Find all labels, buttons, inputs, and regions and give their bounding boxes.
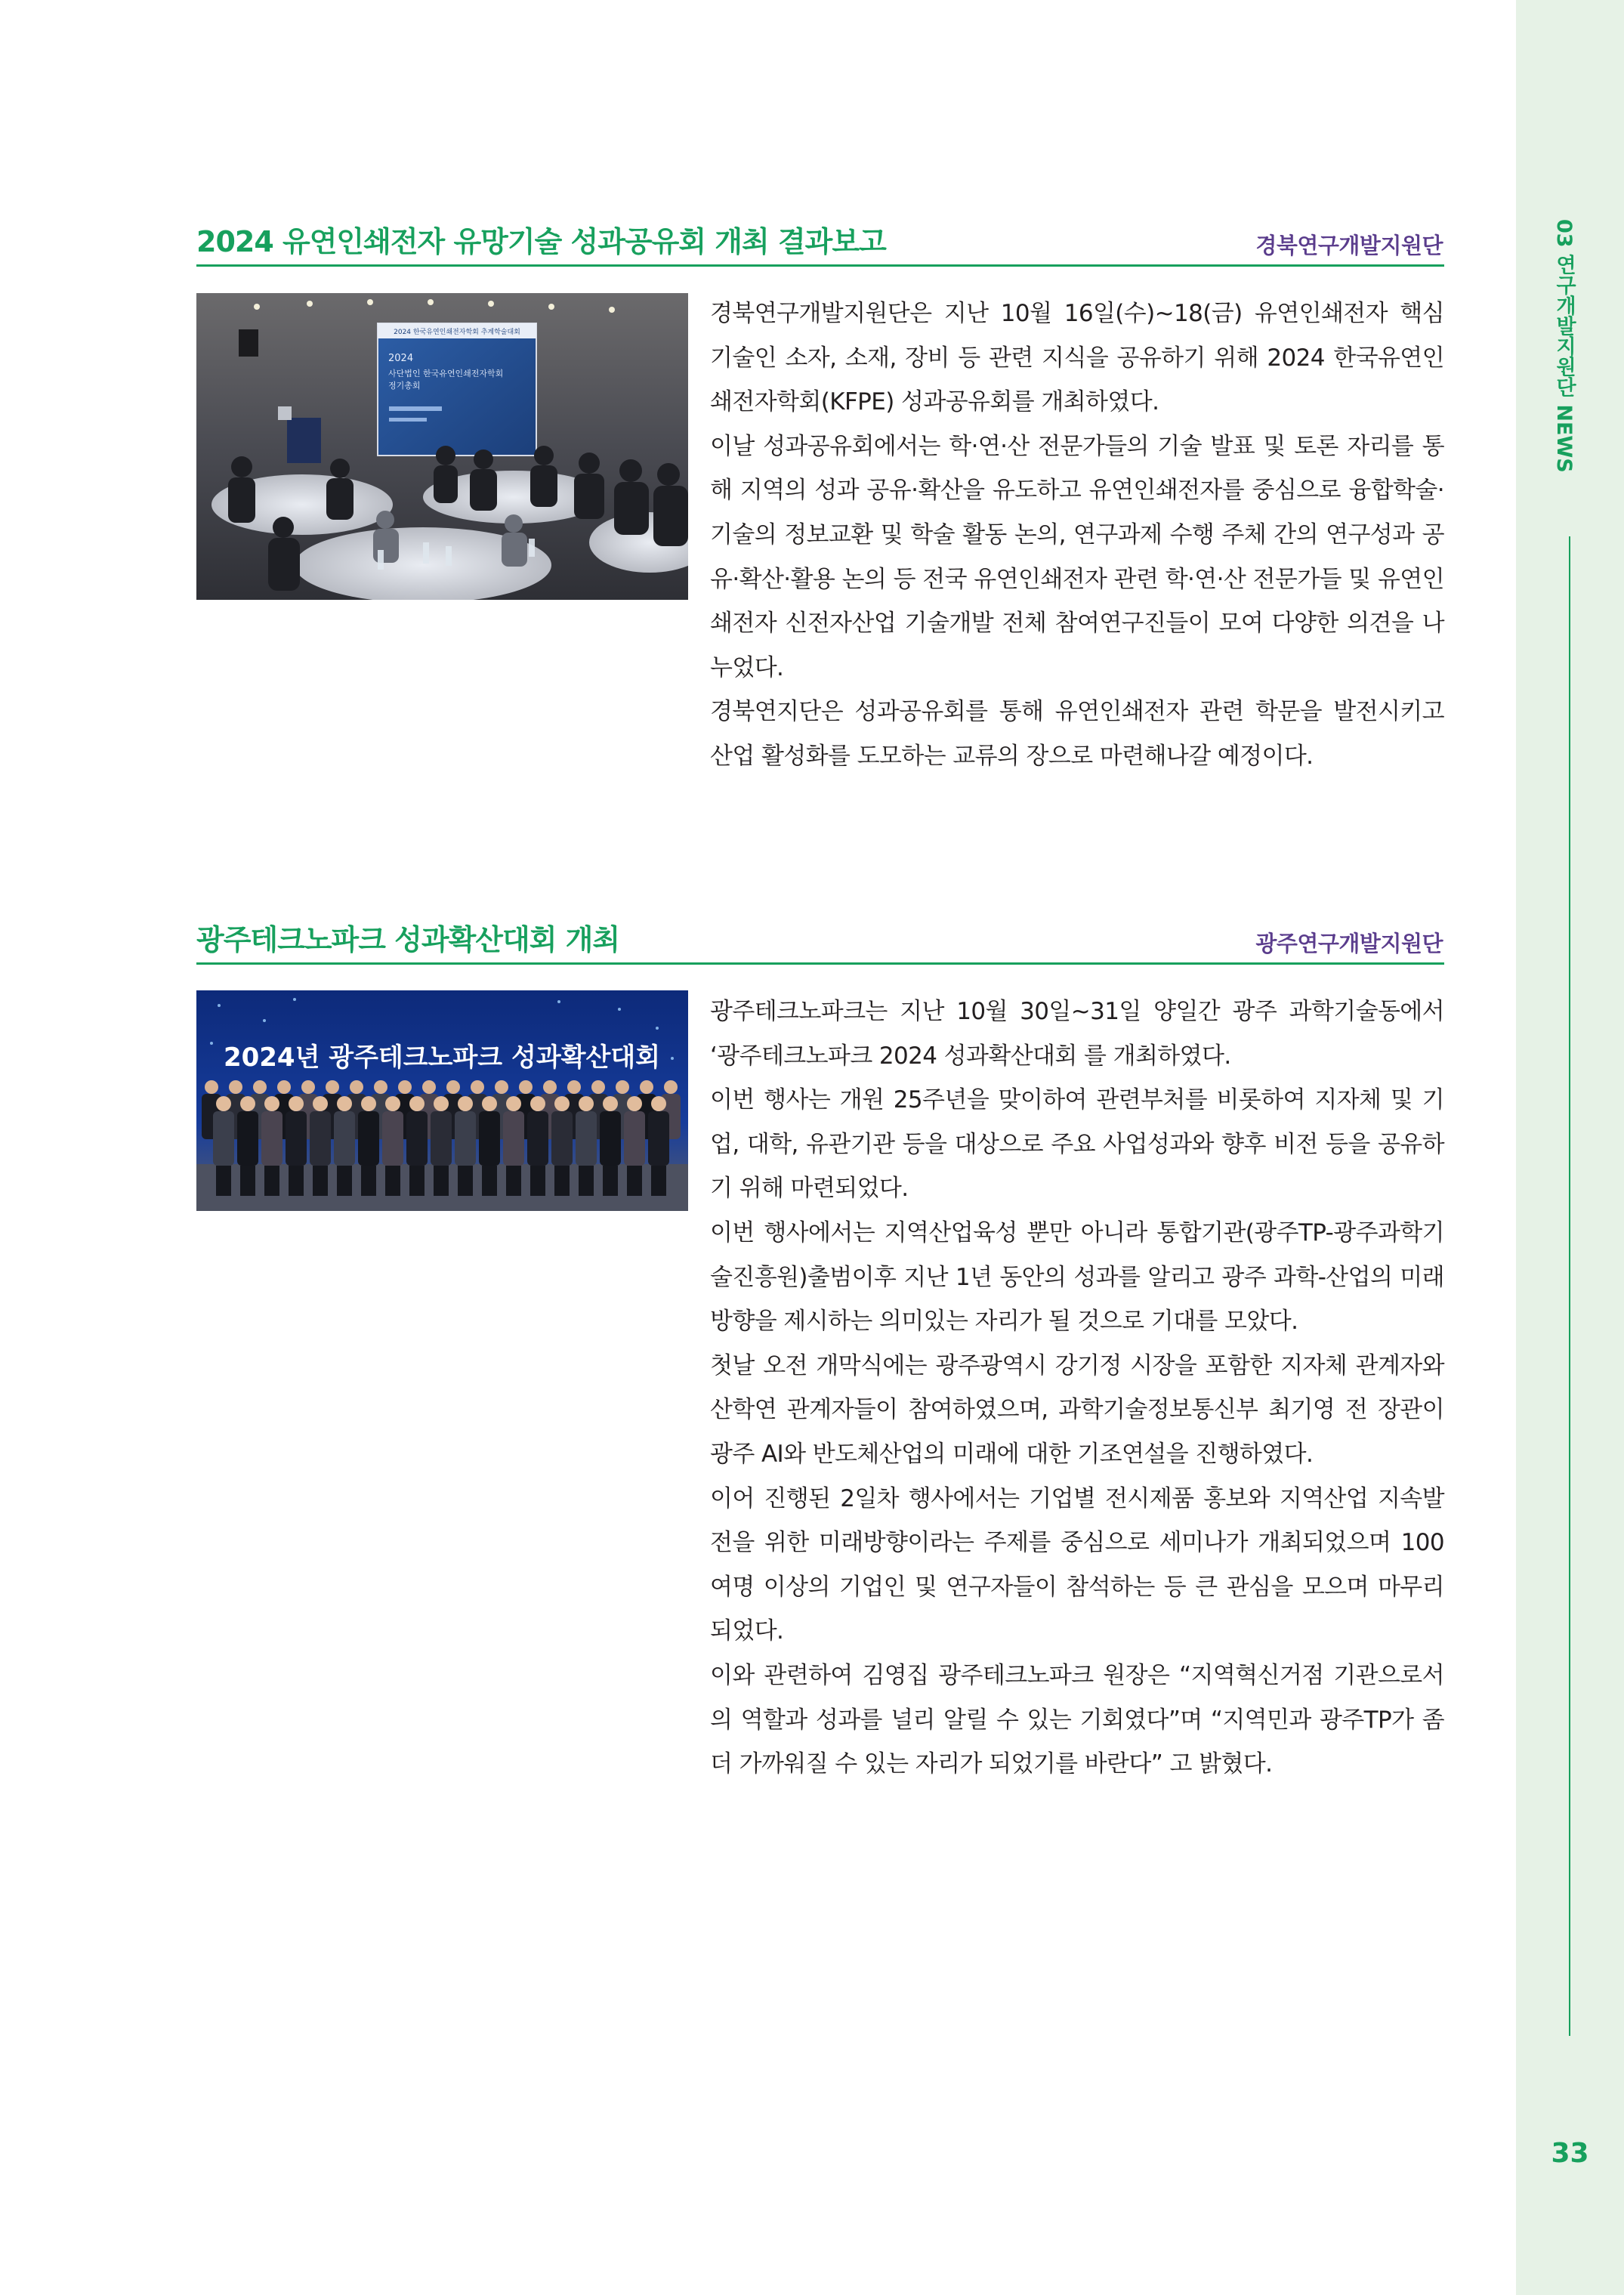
screen-line-1: 2024: [388, 353, 414, 364]
article-2-header: [196, 920, 1444, 965]
article-2-paragraph: 이와 관련하여 김영집 광주테크노파크 원장은 “지역혁신거점 기관으로서의 역할과 성과를 널리 알릴 수 있는 기회였다”며 “지역민과 광주TP가 좀 더 가까워질 수 있는 자리가 되었기를 바란다” 고 밝혔다.: [710, 1661, 1444, 1778]
article-1-title: 2024 유연인쇄전자 유망기술 성과공유회 개최 결과보고: [196, 225, 886, 258]
article-1-paragraph: 이날 성과공유회에서는 학·연·산 전문가들의 기술 발표 및 토론 자리를 통해 지역의 성과 공유·확산을 유도하고 유연인쇄전자를 중심으로 융합학술·기술의 정보교환 및 학술 활동 논의, 연구과제 수행 주체 간의 연구성과 공유·확산·활용 논의 등 전국 유연인쇄전자 관련 학·연·산 전문가들 및 유연인쇄전자 신전자산업 기술개발 전체 참여연구진들이 모여 다양한 의견을 나누었다.: [710, 432, 1444, 681]
article-2-paragraph: 첫날 오전 개막식에는 광주광역시 강기정 시장을 포함한 지자체 관계자와 산학연 관계자들이 참여하였으며, 과학기술정보통신부 최기영 전 장관이 광주 AI와 반도체산업의 미래에 대한 기조연설을 진행하였다.: [710, 1351, 1444, 1468]
article-2-paragraph: 이어 진행된 2일차 행사에서는 기업별 전시제품 홍보와 지역산업 지속발전을 위한 미래방향이라는 주제를 중심으로 세미나가 개최되었으며 100여명 이상의 기업인 및 연구자들이 참석하는 등 큰 관심을 모으며 마무리 되었다.: [710, 1484, 1444, 1645]
backdrop-title: 2024년 광주테크노파크 성과확산대회: [223, 1042, 661, 1073]
article-1-paragraph: 경북연지단은 성과공유회를 통해 유연인쇄전자 관련 학문을 발전시키고 산업 활성화를 도모하는 교류의 장으로 마련해나갈 예정이다.: [710, 698, 1444, 770]
article-1-header: [196, 222, 1444, 267]
page-number: 33: [1551, 2138, 1589, 2169]
section-label: 03 연구개발지원단 NEWS: [1552, 219, 1576, 473]
article-2-body: [710, 990, 1444, 1787]
article-1-paragraph: 경북연구개발지원단은 지난 10월 16일(수)~18(금) 유연인쇄전자 핵심 기술인 소자, 소재, 장비 등 관련 지식을 공유하기 위해 2024 한국유연인쇄전자학회(KFPE) 성과공유회를 개최하였다.: [710, 300, 1444, 416]
article-1-photo: [196, 293, 688, 600]
sidebar-divider: [1569, 536, 1570, 2036]
article-1-body: [710, 292, 1444, 779]
right-sidebar: [1516, 0, 1624, 2295]
article-2-paragraph: 이번 행사는 개원 25주년을 맞이하여 관련부처를 비롯하여 지자체 및 기업, 대학, 유관기관 등을 대상으로 주요 사업성과와 향후 비전 등을 공유하기 위해 마련되었다.: [710, 1086, 1444, 1203]
screen-line-2: 사단법인 한국유연인쇄전자학회: [388, 369, 504, 378]
screen-banner-text: 2024 한국유연인쇄전자학회 추계학술대회: [394, 329, 520, 336]
article-1-organization: 경북연구개발지원단: [1255, 233, 1443, 258]
article-2-organization: 광주연구개발지원단: [1255, 931, 1443, 956]
article-2-title: 광주테크노파크 성과확산대회 개최: [196, 923, 620, 956]
article-2-photo: [196, 990, 688, 1211]
article-2-paragraph: 광주테크노파크는 지난 10월 30일~31일 양일간 광주 과학기술동에서 ‘광주테크노파크 2024 성과확산대회 를 개최하였다.: [710, 998, 1444, 1070]
screen-line-3: 정기총회: [388, 381, 421, 391]
article-2-paragraph: 이번 행사에서는 지역산업육성 뿐만 아니라 통합기관(광주TP-광주과학기술진흥원)출범이후 지난 1년 동안의 성과를 알리고 광주 과학-산업의 미래 방향을 제시하는 의미있는 자리가 될 것으로 기대를 모았다.: [710, 1219, 1444, 1336]
